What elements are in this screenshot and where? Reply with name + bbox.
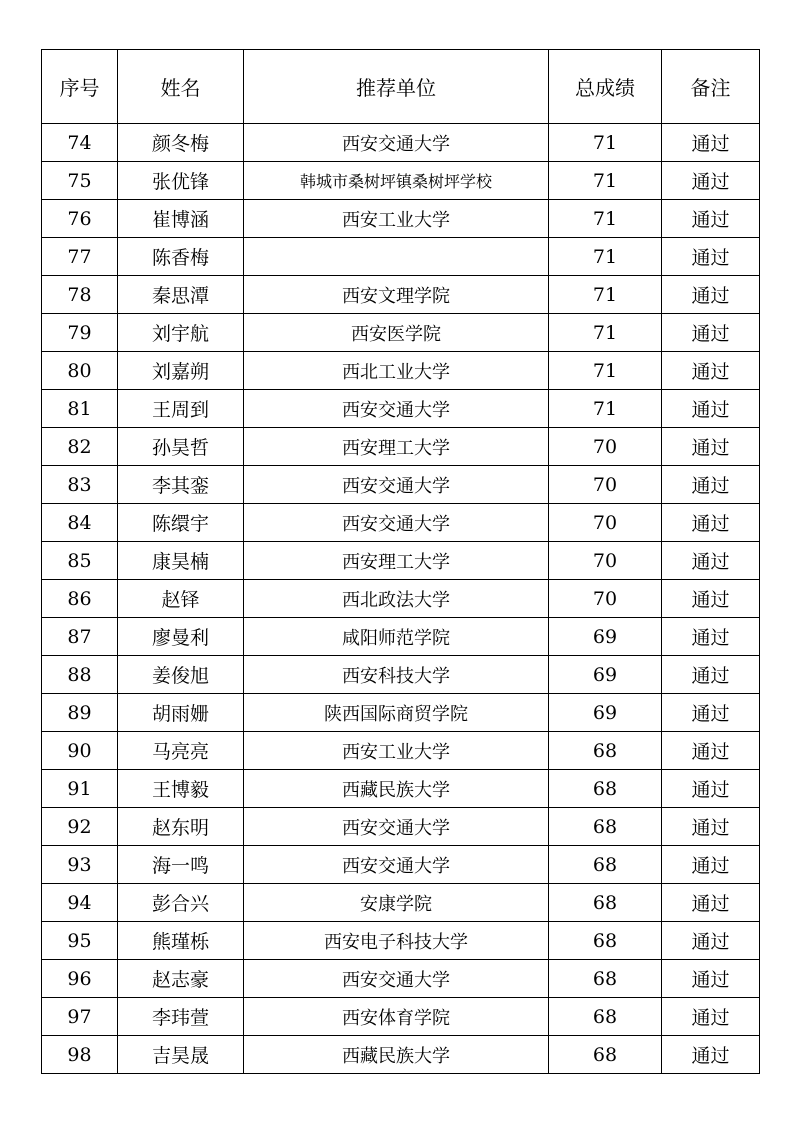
cell-serial-number: 96 (42, 960, 118, 998)
cell-recommending-unit: 西安理工大学 (244, 542, 549, 580)
cell-recommending-unit: 西安交通大学 (244, 846, 549, 884)
table-row (42, 998, 760, 1036)
header-row (42, 50, 760, 124)
cell-name: 陈香梅 (118, 238, 244, 276)
cell-remarks: 通过 (662, 732, 760, 770)
cell-remarks: 通过 (662, 428, 760, 466)
cell-serial-number: 80 (42, 352, 118, 390)
cell-recommending-unit: 西安电子科技大学 (244, 922, 549, 960)
cell-serial-number: 83 (42, 466, 118, 504)
cell-remarks: 通过 (662, 846, 760, 884)
table-row (42, 124, 760, 162)
cell-name: 王博毅 (118, 770, 244, 808)
cell-remarks: 通过 (662, 124, 760, 162)
cell-remarks: 通过 (662, 618, 760, 656)
cell-name: 李其銮 (118, 466, 244, 504)
cell-remarks: 通过 (662, 276, 760, 314)
cell-serial-number: 77 (42, 238, 118, 276)
cell-recommending-unit: 韩城市桑树坪镇桑树坪学校 (244, 162, 549, 200)
cell-serial-number: 93 (42, 846, 118, 884)
cell-remarks: 通过 (662, 352, 760, 390)
cell-recommending-unit: 西安工业大学 (244, 200, 549, 238)
table-row (42, 884, 760, 922)
cell-total-score: 70 (549, 504, 662, 542)
cell-remarks: 通过 (662, 466, 760, 504)
cell-total-score: 71 (549, 124, 662, 162)
cell-serial-number: 78 (42, 276, 118, 314)
cell-serial-number: 84 (42, 504, 118, 542)
cell-name: 彭合兴 (118, 884, 244, 922)
cell-name: 李玮萱 (118, 998, 244, 1036)
cell-recommending-unit: 西安科技大学 (244, 656, 549, 694)
header-remarks: 备注 (662, 50, 760, 124)
cell-total-score: 70 (549, 580, 662, 618)
cell-serial-number: 95 (42, 922, 118, 960)
table-row (42, 846, 760, 884)
cell-recommending-unit (244, 238, 549, 276)
cell-remarks: 通过 (662, 922, 760, 960)
cell-name: 姜俊旭 (118, 656, 244, 694)
cell-remarks: 通过 (662, 960, 760, 998)
cell-name: 熊瑾栎 (118, 922, 244, 960)
table-row (42, 504, 760, 542)
cell-remarks: 通过 (662, 694, 760, 732)
cell-serial-number: 98 (42, 1036, 118, 1074)
cell-total-score: 68 (549, 922, 662, 960)
cell-total-score: 71 (549, 276, 662, 314)
cell-recommending-unit: 西北政法大学 (244, 580, 549, 618)
cell-remarks: 通过 (662, 808, 760, 846)
cell-recommending-unit: 西安交通大学 (244, 390, 549, 428)
cell-recommending-unit: 西安交通大学 (244, 466, 549, 504)
cell-recommending-unit: 西安交通大学 (244, 808, 549, 846)
cell-name: 陈缳宇 (118, 504, 244, 542)
cell-total-score: 68 (549, 770, 662, 808)
table-row (42, 922, 760, 960)
cell-recommending-unit: 西安交通大学 (244, 960, 549, 998)
results-table (41, 49, 760, 1074)
cell-total-score: 68 (549, 884, 662, 922)
cell-total-score: 69 (549, 656, 662, 694)
cell-name: 张优锋 (118, 162, 244, 200)
cell-name: 胡雨姗 (118, 694, 244, 732)
table-row (42, 238, 760, 276)
cell-recommending-unit: 西安理工大学 (244, 428, 549, 466)
cell-recommending-unit: 西北工业大学 (244, 352, 549, 390)
table-row (42, 808, 760, 846)
cell-total-score: 71 (549, 238, 662, 276)
cell-total-score: 68 (549, 732, 662, 770)
cell-total-score: 69 (549, 694, 662, 732)
cell-name: 崔博涵 (118, 200, 244, 238)
cell-name: 吉昊晟 (118, 1036, 244, 1074)
cell-remarks: 通过 (662, 238, 760, 276)
header-total-score: 总成绩 (549, 50, 662, 124)
cell-serial-number: 79 (42, 314, 118, 352)
cell-remarks: 通过 (662, 200, 760, 238)
cell-total-score: 68 (549, 846, 662, 884)
table-row (42, 314, 760, 352)
cell-remarks: 通过 (662, 314, 760, 352)
header-recommending-unit: 推荐单位 (244, 50, 549, 124)
table-row (42, 1036, 760, 1074)
table-body (42, 124, 760, 1074)
cell-total-score: 68 (549, 1036, 662, 1074)
cell-total-score: 70 (549, 428, 662, 466)
cell-name: 海一鸣 (118, 846, 244, 884)
table-row (42, 390, 760, 428)
cell-name: 康昊楠 (118, 542, 244, 580)
table-row (42, 276, 760, 314)
cell-name: 刘宇航 (118, 314, 244, 352)
table-row (42, 580, 760, 618)
table-row (42, 428, 760, 466)
cell-serial-number: 87 (42, 618, 118, 656)
cell-total-score: 68 (549, 808, 662, 846)
cell-serial-number: 91 (42, 770, 118, 808)
table-row (42, 656, 760, 694)
table-row (42, 162, 760, 200)
cell-total-score: 68 (549, 960, 662, 998)
cell-total-score: 70 (549, 466, 662, 504)
cell-remarks: 通过 (662, 770, 760, 808)
cell-recommending-unit: 咸阳师范学院 (244, 618, 549, 656)
cell-serial-number: 88 (42, 656, 118, 694)
cell-total-score: 71 (549, 162, 662, 200)
cell-serial-number: 75 (42, 162, 118, 200)
cell-remarks: 通过 (662, 884, 760, 922)
cell-serial-number: 81 (42, 390, 118, 428)
cell-name: 王周到 (118, 390, 244, 428)
cell-remarks: 通过 (662, 504, 760, 542)
cell-name: 赵志豪 (118, 960, 244, 998)
cell-total-score: 71 (549, 200, 662, 238)
cell-remarks: 通过 (662, 162, 760, 200)
cell-serial-number: 97 (42, 998, 118, 1036)
table-row (42, 542, 760, 580)
table-row (42, 960, 760, 998)
cell-name: 廖曼利 (118, 618, 244, 656)
cell-recommending-unit: 西藏民族大学 (244, 770, 549, 808)
cell-name: 刘嘉朔 (118, 352, 244, 390)
cell-recommending-unit: 西安工业大学 (244, 732, 549, 770)
header-serial-number: 序号 (42, 50, 118, 124)
table-row (42, 770, 760, 808)
cell-total-score: 70 (549, 542, 662, 580)
cell-recommending-unit: 西安交通大学 (244, 124, 549, 162)
table-row (42, 694, 760, 732)
cell-remarks: 通过 (662, 656, 760, 694)
cell-name: 马亮亮 (118, 732, 244, 770)
table-header (42, 50, 760, 124)
cell-serial-number: 74 (42, 124, 118, 162)
cell-name: 孙昊哲 (118, 428, 244, 466)
table-row (42, 618, 760, 656)
cell-remarks: 通过 (662, 998, 760, 1036)
table-row (42, 466, 760, 504)
cell-serial-number: 82 (42, 428, 118, 466)
cell-name: 颜冬梅 (118, 124, 244, 162)
cell-total-score: 71 (549, 314, 662, 352)
cell-serial-number: 76 (42, 200, 118, 238)
cell-serial-number: 94 (42, 884, 118, 922)
cell-serial-number: 92 (42, 808, 118, 846)
header-name: 姓名 (118, 50, 244, 124)
cell-recommending-unit: 西安文理学院 (244, 276, 549, 314)
cell-recommending-unit: 西安交通大学 (244, 504, 549, 542)
cell-recommending-unit: 西藏民族大学 (244, 1036, 549, 1074)
cell-serial-number: 90 (42, 732, 118, 770)
cell-recommending-unit: 安康学院 (244, 884, 549, 922)
cell-serial-number: 89 (42, 694, 118, 732)
cell-remarks: 通过 (662, 390, 760, 428)
cell-serial-number: 86 (42, 580, 118, 618)
table-row (42, 732, 760, 770)
cell-remarks: 通过 (662, 1036, 760, 1074)
cell-total-score: 71 (549, 390, 662, 428)
cell-remarks: 通过 (662, 580, 760, 618)
cell-remarks: 通过 (662, 542, 760, 580)
cell-name: 秦思潭 (118, 276, 244, 314)
cell-recommending-unit: 陕西国际商贸学院 (244, 694, 549, 732)
cell-total-score: 68 (549, 998, 662, 1036)
table-row (42, 352, 760, 390)
cell-total-score: 69 (549, 618, 662, 656)
table-row (42, 200, 760, 238)
cell-serial-number: 85 (42, 542, 118, 580)
cell-name: 赵铎 (118, 580, 244, 618)
cell-total-score: 71 (549, 352, 662, 390)
cell-name: 赵东明 (118, 808, 244, 846)
cell-recommending-unit: 西安体育学院 (244, 998, 549, 1036)
cell-recommending-unit: 西安医学院 (244, 314, 549, 352)
